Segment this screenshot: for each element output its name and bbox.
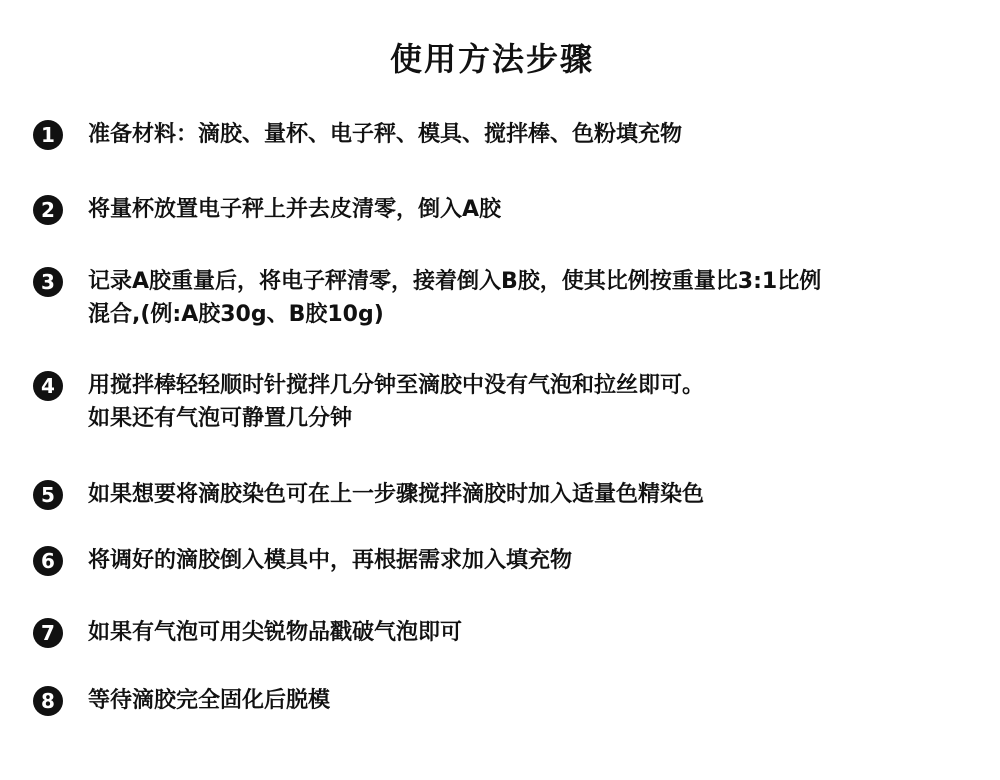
step-text xyxy=(88,120,973,150)
step-7 xyxy=(33,618,973,648)
step-number-badge: 7 xyxy=(33,618,63,648)
step-line: 如果想要将滴胶染色可在上一步骤搅拌滴胶时加入适量色精染色 xyxy=(88,482,705,507)
step-line: 如果还有气泡可静置几分钟 xyxy=(88,406,353,431)
step-line: 用搅拌棒轻轻顺时针搅拌几分钟至滴胶中没有气泡和拉丝即可。 xyxy=(88,373,705,398)
step-number-badge: 1 xyxy=(33,120,63,150)
step-number-badge: 5 xyxy=(33,480,63,510)
step-line: 等待滴胶完全固化后脱模 xyxy=(88,688,331,713)
step-3 xyxy=(33,267,973,333)
step-8 xyxy=(33,686,973,716)
step-number-badge: 3 xyxy=(33,267,63,297)
step-text xyxy=(88,546,973,576)
step-number-badge: 4 xyxy=(33,371,63,401)
step-number-badge: 6 xyxy=(33,546,63,576)
step-6 xyxy=(33,546,973,576)
step-text xyxy=(88,267,973,333)
step-text xyxy=(88,371,973,437)
step-line: 将调好的滴胶倒入模具中，再根据需求加入填充物 xyxy=(88,548,573,573)
step-line: 如果有气泡可用尖锐物品戳破气泡即可 xyxy=(88,620,463,645)
page-title: 使用方法步骤 xyxy=(389,40,594,78)
step-text xyxy=(88,618,973,648)
step-text xyxy=(88,480,973,510)
step-5 xyxy=(33,480,973,510)
step-text xyxy=(88,195,973,225)
step-2 xyxy=(33,195,973,225)
step-line: 将量杯放置电子秤上并去皮清零，倒入A胶 xyxy=(88,197,502,222)
step-text xyxy=(88,686,973,716)
step-number-badge: 8 xyxy=(33,686,63,716)
step-line: 准备材料：滴胶、量杯、电子秤、模具、搅拌棒、色粉填充物 xyxy=(88,122,683,147)
step-line: 记录A胶重量后，将电子秤清零，接着倒入B胶，使其比例按重量比3:1比例 xyxy=(88,269,822,294)
step-4 xyxy=(33,371,973,437)
step-1 xyxy=(33,120,973,150)
step-line: 混合,(例:A胶30g、B胶10g) xyxy=(88,302,384,327)
step-number-badge: 2 xyxy=(33,195,63,225)
